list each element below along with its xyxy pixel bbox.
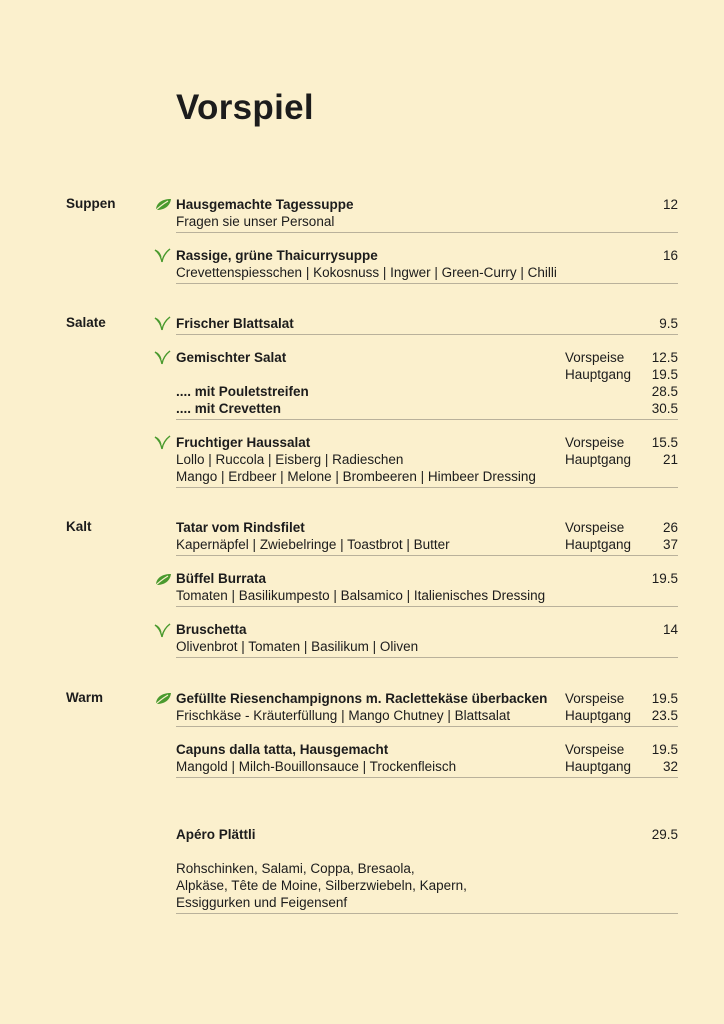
item-price: 32 bbox=[662, 759, 678, 774]
divider bbox=[176, 777, 678, 778]
item-price: 19.5 bbox=[651, 571, 678, 586]
divider bbox=[176, 283, 678, 284]
item-price: 37 bbox=[662, 537, 678, 552]
item-price: 15.5 bbox=[651, 435, 678, 450]
divider bbox=[176, 726, 678, 727]
item-description: Mangold | Milch-Bouillonsauce | Trockenfleisch bbox=[176, 759, 457, 774]
item-price: 12.5 bbox=[651, 350, 678, 365]
item-price: 12 bbox=[662, 197, 678, 212]
divider bbox=[176, 334, 678, 335]
item-description: Tomaten | Basilikumpesto | Balsamico | Italienisches Dressing bbox=[176, 588, 546, 603]
item-price: 9.5 bbox=[659, 316, 678, 331]
item-variant: .... mit Pouletstreifen bbox=[176, 384, 309, 399]
vegetarian-sprout-icon bbox=[154, 435, 172, 449]
item-name: Rassige, grüne Thaicurrysuppe bbox=[176, 248, 378, 263]
portion-label: Vorspeise bbox=[565, 350, 625, 365]
item-name: Bruschetta bbox=[176, 622, 247, 637]
item-price: 30.5 bbox=[651, 401, 678, 416]
divider bbox=[176, 913, 678, 914]
item-description: Olivenbrot | Tomaten | Basilikum | Oliven bbox=[176, 639, 419, 654]
vegan-leaf-icon bbox=[154, 198, 172, 212]
portion-label: Vorspeise bbox=[565, 435, 625, 450]
portion-label: Hauptgang bbox=[565, 759, 632, 774]
vegetarian-sprout-icon bbox=[154, 248, 172, 262]
section-label-kalt: Kalt bbox=[66, 519, 92, 534]
section-label-warm: Warm bbox=[66, 690, 104, 705]
item-price: 16 bbox=[662, 248, 678, 263]
item-price: 19.5 bbox=[651, 367, 678, 382]
item-description: Frischkäse - Kräuterfüllung | Mango Chutney | Blattsalat bbox=[176, 708, 511, 723]
item-description: Alpkäse, Tête de Moine, Silberzwiebeln, Kapern, bbox=[176, 878, 467, 893]
item-name: Capuns dalla tatta, Hausgemacht bbox=[176, 742, 389, 757]
portion-label: Hauptgang bbox=[565, 452, 632, 467]
item-name: Hausgemachte Tagessuppe bbox=[176, 197, 354, 212]
item-description: Crevettenspiesschen | Kokosnuss | Ingwer | Green-Curry | Chilli bbox=[176, 265, 557, 280]
section-label-suppen: Suppen bbox=[66, 196, 116, 211]
vegetarian-sprout-icon bbox=[154, 316, 172, 330]
portion-label: Vorspeise bbox=[565, 742, 625, 757]
divider bbox=[176, 657, 678, 658]
item-description: Kapernäpfel | Zwiebelringe | Toastbrot | Butter bbox=[176, 537, 450, 552]
item-price: 19.5 bbox=[651, 742, 678, 757]
portion-label: Hauptgang bbox=[565, 708, 632, 723]
item-name: Gemischter Salat bbox=[176, 350, 287, 365]
vegetarian-sprout-icon bbox=[154, 350, 172, 364]
item-price: 14 bbox=[662, 622, 678, 637]
divider bbox=[176, 555, 678, 556]
item-price: 26 bbox=[662, 520, 678, 535]
item-name: Büffel Burrata bbox=[176, 571, 267, 586]
vegan-leaf-icon bbox=[154, 692, 172, 706]
section-label-salate: Salate bbox=[66, 315, 106, 330]
item-name: Gefüllte Riesenchampignons m. Raclettekäse überbacken bbox=[176, 691, 548, 706]
vegan-leaf-icon bbox=[154, 573, 172, 587]
portion-label: Hauptgang bbox=[565, 537, 632, 552]
vegetarian-sprout-icon bbox=[154, 623, 172, 637]
item-price: 23.5 bbox=[651, 708, 678, 723]
item-description: Fragen sie unser Personal bbox=[176, 214, 335, 229]
item-description: Mango | Erdbeer | Melone | Brombeeren | Himbeer Dressing bbox=[176, 469, 536, 484]
item-price: 29.5 bbox=[651, 827, 678, 842]
portion-label: Hauptgang bbox=[565, 367, 632, 382]
item-price: 21 bbox=[662, 452, 678, 467]
portion-label: Vorspeise bbox=[565, 520, 625, 535]
item-description: Lollo | Ruccola | Eisberg | Radieschen bbox=[176, 452, 404, 467]
item-description: Rohschinken, Salami, Coppa, Bresaola, bbox=[176, 861, 415, 876]
item-price: 19.5 bbox=[651, 691, 678, 706]
divider bbox=[176, 606, 678, 607]
page-title: Vorspiel bbox=[176, 88, 314, 127]
divider bbox=[176, 232, 678, 233]
item-name: Tatar vom Rindsfilet bbox=[176, 520, 305, 535]
item-name: Frischer Blattsalat bbox=[176, 316, 294, 331]
item-price: 28.5 bbox=[651, 384, 678, 399]
item-name: Apéro Plättli bbox=[176, 827, 256, 842]
item-description: Essiggurken und Feigensenf bbox=[176, 895, 348, 910]
item-variant: .... mit Crevetten bbox=[176, 401, 282, 416]
portion-label: Vorspeise bbox=[565, 691, 625, 706]
item-name: Fruchtiger Haussalat bbox=[176, 435, 311, 450]
divider bbox=[176, 487, 678, 488]
divider bbox=[176, 419, 678, 420]
